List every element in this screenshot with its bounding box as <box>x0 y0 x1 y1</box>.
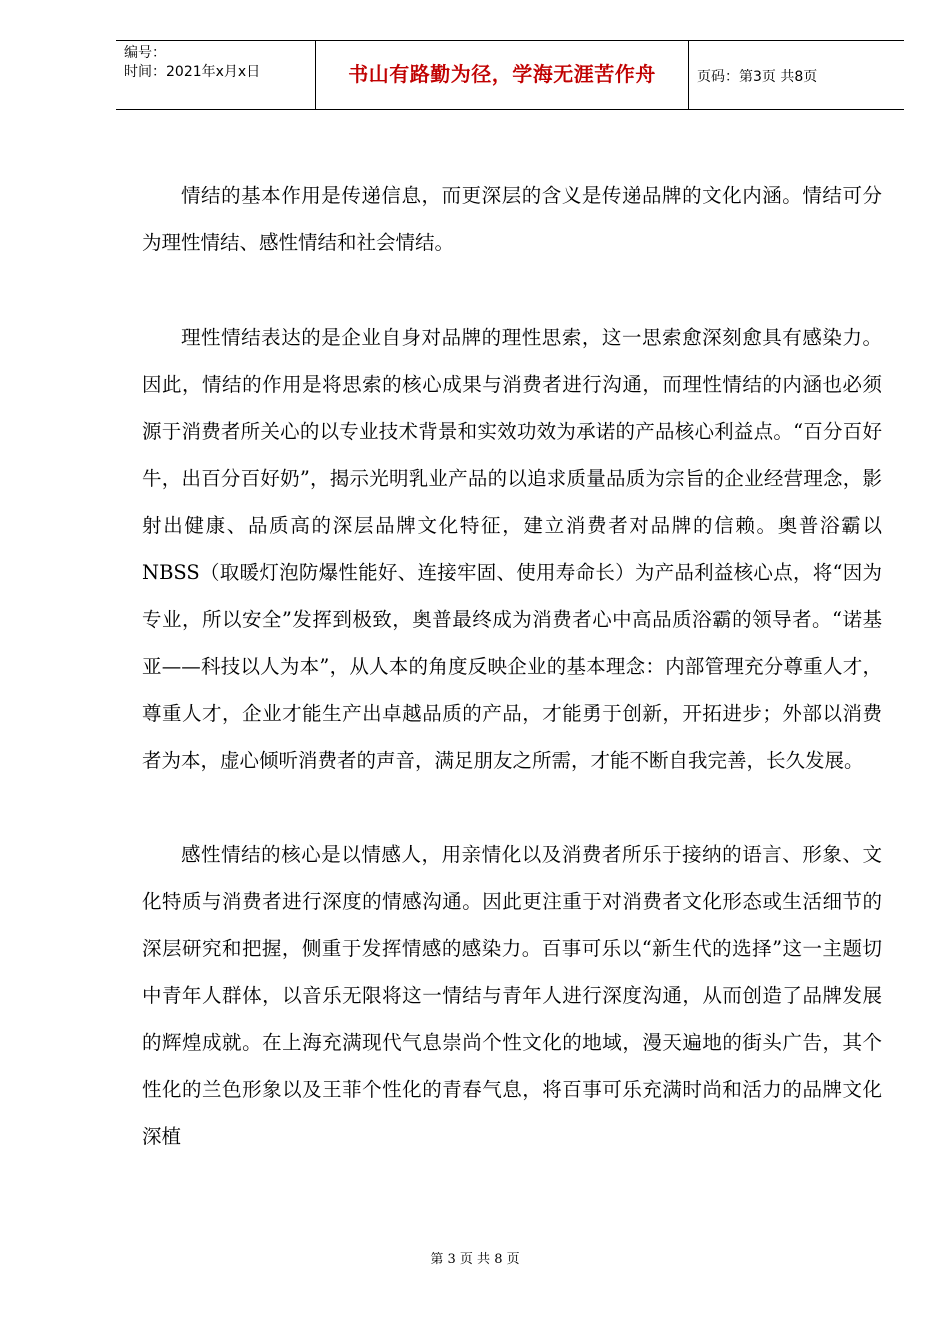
page-footer: 第 3 页 共 8 页 <box>430 1252 520 1267</box>
header-motto: 书山有路勤为径，学海无涯苦作舟 <box>348 61 656 86</box>
header-motto-cell <box>316 41 689 109</box>
header-page-info-cell <box>689 41 904 109</box>
paragraph: 情结的基本作用是传递信息，而更深层的含义是传递品牌的文化内涵。情结可分为理性情结、感性情结和社会情结。 <box>142 184 882 254</box>
number-label: 编号： <box>124 45 166 61</box>
document-body <box>142 172 882 1160</box>
header-page-info: 页码：第3页 共8页 <box>697 69 818 85</box>
page-header <box>116 40 904 110</box>
paragraph: 理性情结表达的是企业自身对品牌的理性思索，这一思索愈深刻愈具有感染力。因此，情结的作用是将思索的核心成果与消费者进行沟通，而理性情结的内涵也必须源于消费者所关心的以专业技术背景和实效功效为承诺的产品核心利益点。“百分百好牛，出百分百好奶”，揭示光明乳业产品的以追求质量品质为宗旨的企业经营理念，影射出健康、品质高的深层品牌文化特征，建立消费者对品牌的信赖。奥普浴霸以NBSS（取暖灯泡防爆性能好、连接牢固、使用寿命长）为产品利益核心点，将“因为专业，所以安全”发挥到极致，奥普最终成为消费者心中高品质浴霸的领导者。“诺基亚——科技以人为本”，从人本的角度反映企业的基本理念：内部管理充分尊重人才，尊重人才，企业才能生产出卓越品质的产品，才能勇于创新，开拓进步；外部以消费者为本，虚心倾听消费者的声音，满足朋友之所需，才能不断自我完善，长久发展。 <box>142 326 882 772</box>
header-meta <box>116 41 316 109</box>
paragraph: 感性情结的核心是以情感人，用亲情化以及消费者所乐于接纳的语言、形象、文化特质与消费者进行深度的情感沟通。因此更注重于对消费者文化形态或生活细节的深层研究和把握，侧重于发挥情感的感染力。百事可乐以“新生代的选择”这一主题切中青年人群体，以音乐无限将这一情结与青年人进行深度沟通，从而创造了品牌发展的辉煌成就。在上海充满现代气息崇尚个性文化的地域，漫天遍地的街头广告，其个性化的兰色形象以及王菲个性化的青春气息，将百事可乐充满时尚和活力的品牌文化深植 <box>142 843 882 1148</box>
time-label: 时间：2021年x月x日 <box>124 64 261 80</box>
